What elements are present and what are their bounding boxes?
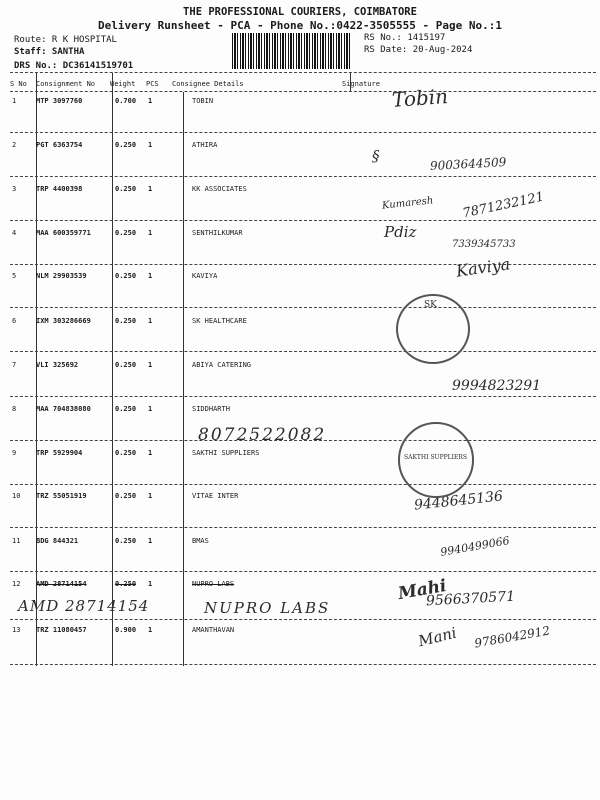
signature-2: § bbox=[372, 147, 380, 165]
col-divider-4 bbox=[350, 73, 351, 91]
runsheet-subtitle: Delivery Runsheet - PCA - Phone No.:0422-3505555 - Page No.:1 bbox=[98, 19, 502, 32]
row-weight: 0.250 bbox=[115, 492, 137, 500]
row-weight: 0.250 bbox=[115, 272, 137, 280]
signature-3: Kumaresh bbox=[381, 195, 434, 212]
phone-2: 9003644509 bbox=[429, 155, 507, 173]
signature-13: Mani bbox=[416, 623, 459, 651]
row-divider bbox=[10, 571, 596, 572]
row-consignee: NUPRO LABS bbox=[192, 580, 235, 588]
signature-12: Mahi bbox=[396, 575, 449, 605]
table-row bbox=[10, 580, 410, 592]
row-divider bbox=[10, 176, 596, 177]
row-sno: 7 bbox=[12, 361, 17, 369]
sk-healthcare-stamp bbox=[396, 294, 470, 364]
phone-8: 8072522082 bbox=[198, 425, 327, 445]
table-row bbox=[10, 185, 410, 197]
row-consignment: TRP 4400398 bbox=[36, 185, 83, 193]
row-consignee: AMANTHAVAN bbox=[192, 626, 235, 634]
row-weight: 0.250 bbox=[115, 141, 137, 149]
row-sno: 4 bbox=[12, 229, 17, 237]
col-consignee: Consignee Details bbox=[172, 80, 244, 88]
row-sno: 12 bbox=[12, 580, 21, 588]
phone-7: 9994823291 bbox=[452, 378, 542, 394]
row-consignment: AMD 28714154 bbox=[36, 580, 87, 588]
row-pcs: 1 bbox=[148, 97, 153, 105]
row-divider bbox=[10, 396, 596, 397]
row-consignee: KK ASSOCIATES bbox=[192, 185, 247, 193]
row-divider bbox=[10, 527, 596, 528]
row-sno: 2 bbox=[12, 141, 17, 149]
rs-number: RS No.: 1415197 bbox=[364, 33, 446, 43]
row-pcs: 1 bbox=[148, 361, 153, 369]
handwritten-consignee-12: NUPRO LABS bbox=[204, 599, 331, 617]
row-sno: 1 bbox=[12, 97, 17, 105]
signature-5: Kaviya bbox=[454, 254, 512, 281]
row-consignee: SK HEALTHCARE bbox=[192, 317, 247, 325]
phone-12: 9566370571 bbox=[425, 588, 516, 610]
row-consignment: PGT 6363754 bbox=[36, 141, 83, 149]
row-weight: 0.250 bbox=[115, 185, 137, 193]
drs-number: DRS No.: DC36141519701 bbox=[14, 61, 134, 71]
barcode-image bbox=[232, 33, 350, 69]
row-divider bbox=[10, 220, 596, 221]
row-divider bbox=[10, 619, 596, 620]
table-row bbox=[10, 492, 410, 504]
header-top-rule bbox=[10, 72, 596, 73]
row-sno: 13 bbox=[12, 626, 21, 634]
row-consignment: NLM 29903539 bbox=[36, 272, 87, 280]
table-row bbox=[10, 317, 410, 329]
row-weight: 0.250 bbox=[115, 405, 137, 413]
row-pcs: 1 bbox=[148, 272, 153, 280]
row-weight: 0.250 bbox=[115, 580, 137, 588]
table-row bbox=[10, 626, 410, 638]
row-consignee: SENTHILKUMAR bbox=[192, 229, 243, 237]
stamp-text: SK bbox=[424, 300, 437, 310]
col-signature: Signature bbox=[342, 80, 380, 88]
row-pcs: 1 bbox=[148, 185, 153, 193]
row-divider bbox=[10, 484, 596, 485]
table-row bbox=[10, 449, 410, 461]
col-weight: Weight bbox=[110, 80, 136, 88]
row-sno: 11 bbox=[12, 537, 21, 545]
row-weight: 0.250 bbox=[115, 449, 137, 457]
phone-13: 9786042912 bbox=[473, 623, 551, 651]
table-row bbox=[10, 405, 410, 417]
signature-4: Pdiz bbox=[384, 223, 417, 241]
row-consignment: MTP 3097760 bbox=[36, 97, 83, 105]
row-pcs: 1 bbox=[148, 449, 153, 457]
row-sno: 10 bbox=[12, 492, 21, 500]
sakthi-suppliers-stamp bbox=[398, 422, 474, 498]
row-sno: 8 bbox=[12, 405, 17, 413]
table-row bbox=[10, 141, 410, 153]
row-pcs: 1 bbox=[148, 580, 153, 588]
stamp-text: SAKTHI SUPPLIERS bbox=[404, 454, 468, 461]
phone-3: 7871232121 bbox=[461, 189, 546, 222]
row-weight: 0.250 bbox=[115, 229, 137, 237]
row-consignee: KAVIYA bbox=[192, 272, 218, 280]
row-sno: 6 bbox=[12, 317, 17, 325]
table-row bbox=[10, 361, 410, 373]
row-consignee: BMAS bbox=[192, 537, 209, 545]
row-weight: 0.250 bbox=[115, 317, 137, 325]
company-title: THE PROFESSIONAL COURIERS, COIMBATORE bbox=[183, 6, 417, 18]
row-consignee: SAKTHI SUPPLIERS bbox=[192, 449, 260, 457]
table-row bbox=[10, 97, 410, 109]
row-consignment: MAA 704838080 bbox=[36, 405, 91, 413]
table-row bbox=[10, 229, 410, 241]
table-row bbox=[10, 272, 410, 284]
signature-1: Tobin bbox=[391, 84, 449, 112]
table-row bbox=[10, 537, 410, 549]
row-consignment: TRP 5929904 bbox=[36, 449, 83, 457]
row-consignee: ABIYA CATERING bbox=[192, 361, 252, 369]
row-consignee: SIDDHARTH bbox=[192, 405, 230, 413]
row-weight: 0.700 bbox=[115, 97, 137, 105]
row-divider bbox=[10, 307, 596, 308]
col-consignment: Consignment No bbox=[36, 80, 96, 88]
row-weight: 0.250 bbox=[115, 361, 137, 369]
phone-4: 7339345733 bbox=[452, 239, 516, 250]
table-bottom-rule bbox=[10, 664, 596, 665]
row-consignment: MAA 600359771 bbox=[36, 229, 91, 237]
rs-date: RS Date: 20-Aug-2024 bbox=[364, 45, 473, 55]
row-consignment: TRZ 11080457 bbox=[36, 626, 87, 634]
handwritten-consignment-12: AMD 28714154 bbox=[18, 597, 150, 615]
row-divider bbox=[10, 351, 596, 352]
row-pcs: 1 bbox=[148, 492, 153, 500]
row-sno: 3 bbox=[12, 185, 17, 193]
row-consignment: IXM 303286669 bbox=[36, 317, 91, 325]
col-pcs: PCS bbox=[146, 80, 159, 88]
row-weight: 0.900 bbox=[115, 626, 137, 634]
row-consignee: ATHIRA bbox=[192, 141, 218, 149]
row-sno: 9 bbox=[12, 449, 17, 457]
header-bottom-rule bbox=[10, 91, 596, 92]
row-pcs: 1 bbox=[148, 537, 153, 545]
row-pcs: 1 bbox=[148, 626, 153, 634]
row-consignee: VITAE INTER bbox=[192, 492, 239, 500]
staff-label: Staff: SANTHA bbox=[14, 47, 85, 57]
phone-11: 9940499066 bbox=[439, 534, 511, 559]
row-pcs: 1 bbox=[148, 317, 153, 325]
col-sno: S No bbox=[10, 80, 27, 88]
row-consignment: VLI 325692 bbox=[36, 361, 79, 369]
route-label: Route: R K HOSPITAL bbox=[14, 35, 117, 45]
row-pcs: 1 bbox=[148, 141, 153, 149]
row-weight: 0.250 bbox=[115, 537, 137, 545]
row-sno: 5 bbox=[12, 272, 17, 280]
row-consignee: TOBIN bbox=[192, 97, 214, 105]
row-divider bbox=[10, 132, 596, 133]
row-consignment: BDG 844321 bbox=[36, 537, 79, 545]
row-consignment: TRZ 55051919 bbox=[36, 492, 87, 500]
row-pcs: 1 bbox=[148, 229, 153, 237]
row-pcs: 1 bbox=[148, 405, 153, 413]
phone-10: 9448645136 bbox=[413, 488, 504, 514]
